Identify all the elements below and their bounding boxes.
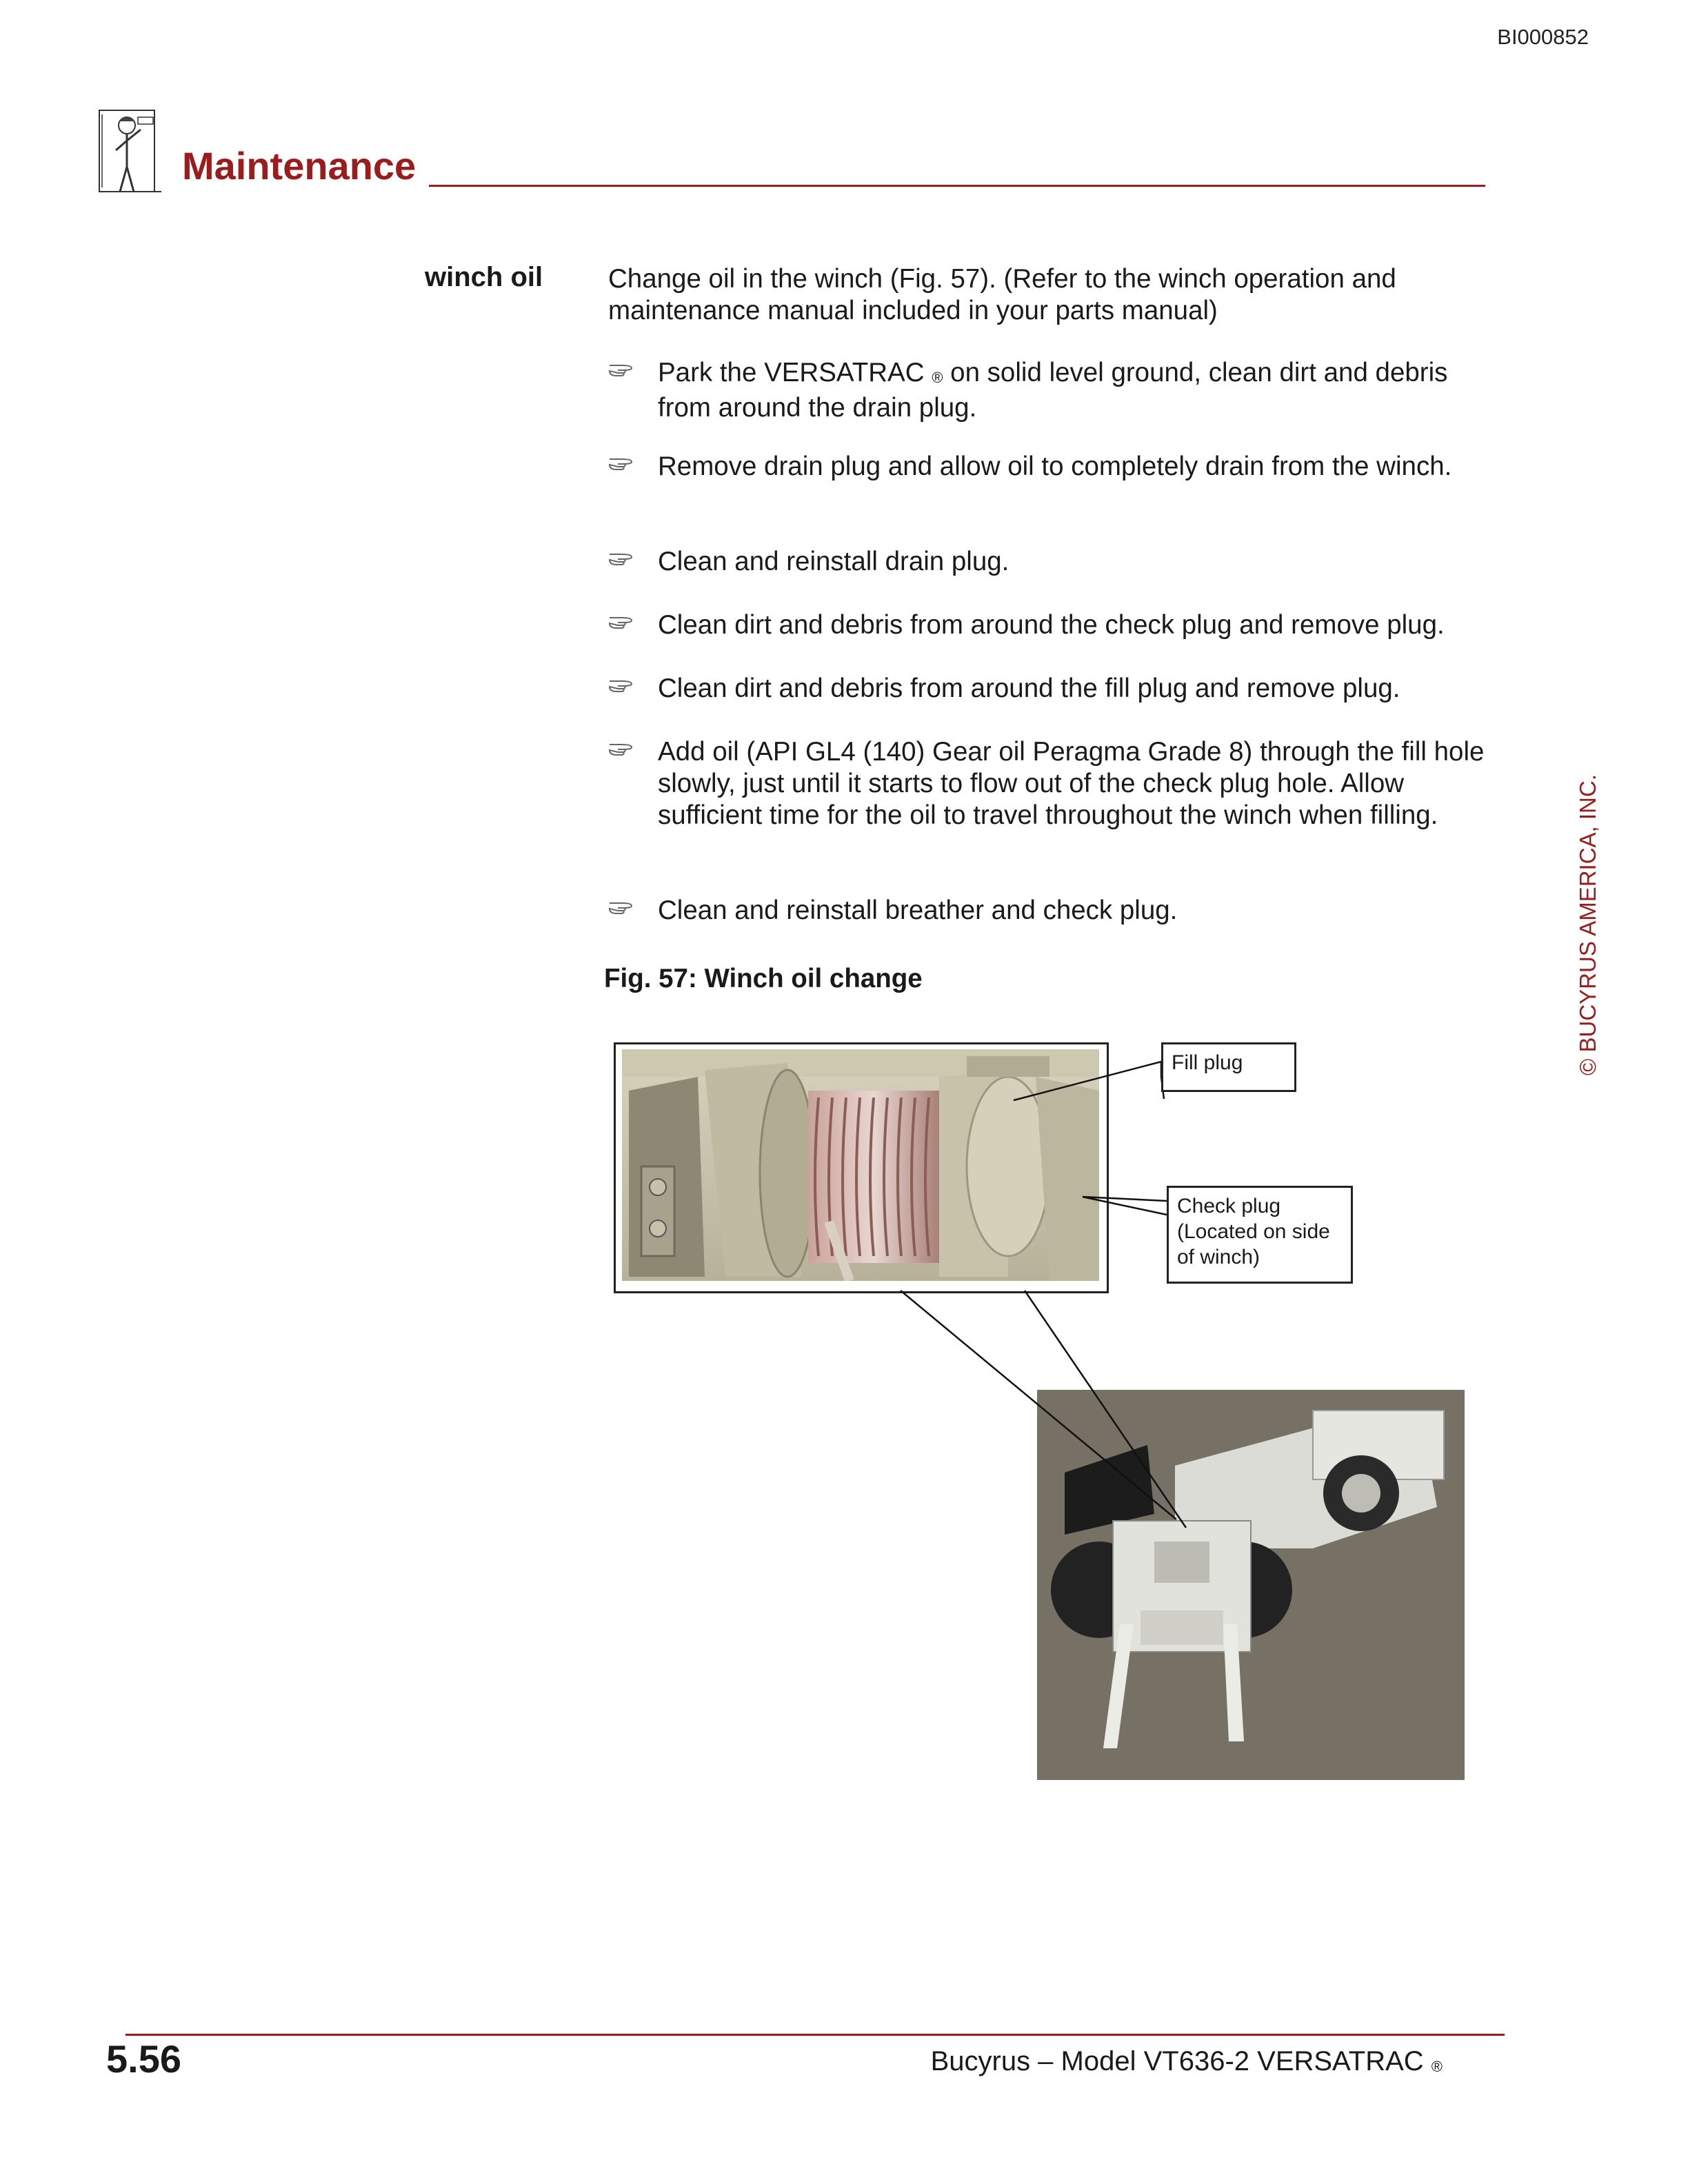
callout-fill-plug: Fill plug (1161, 1042, 1296, 1092)
side-label: winch oil (425, 262, 543, 292)
section-title: Maintenance (182, 144, 416, 188)
step-text: Clean dirt and debris from around the fill plug and remove plug. (658, 674, 1400, 703)
step-text: Clean and reinstall drain plug. (658, 547, 1009, 576)
figure-caption: Fig. 57: Winch oil change (604, 964, 923, 993)
step-text: Park the VERSATRAC ® on solid level ground, clean dirt and debris from around the drain plug. (658, 358, 1448, 423)
footer-rule (125, 2034, 1505, 2036)
document-id: BI000852 (1497, 25, 1589, 49)
copyright-notice: © BUCYRUS AMERICA, INC. (1575, 774, 1600, 1075)
intro-paragraph: Change oil in the winch (Fig. 57). (Refer to the winch operation and maintenance manual included in your parts manual) (608, 264, 1396, 325)
page-number: 5.56 (106, 2037, 181, 2081)
callout-check-plug: Check plug (Located on side of winch) (1167, 1186, 1353, 1284)
step-text: Remove drain plug and allow oil to completely drain from the winch. (658, 452, 1452, 481)
footer-title: Bucyrus – Model VT636-2 VERSATRAC ® (930, 2046, 1443, 2076)
step-text: Clean dirt and debris from around the check plug and remove plug. (658, 610, 1445, 640)
step-text: Add oil (API GL4 (140) Gear oil Peragma Grade 8) through the fill hole slowly, just until it starts to flow out of the check plug hole. Allow sufficient time for the oil to travel throughout the winch when filling. (658, 737, 1485, 830)
step-text: Clean and reinstall breather and check plug. (658, 896, 1178, 925)
